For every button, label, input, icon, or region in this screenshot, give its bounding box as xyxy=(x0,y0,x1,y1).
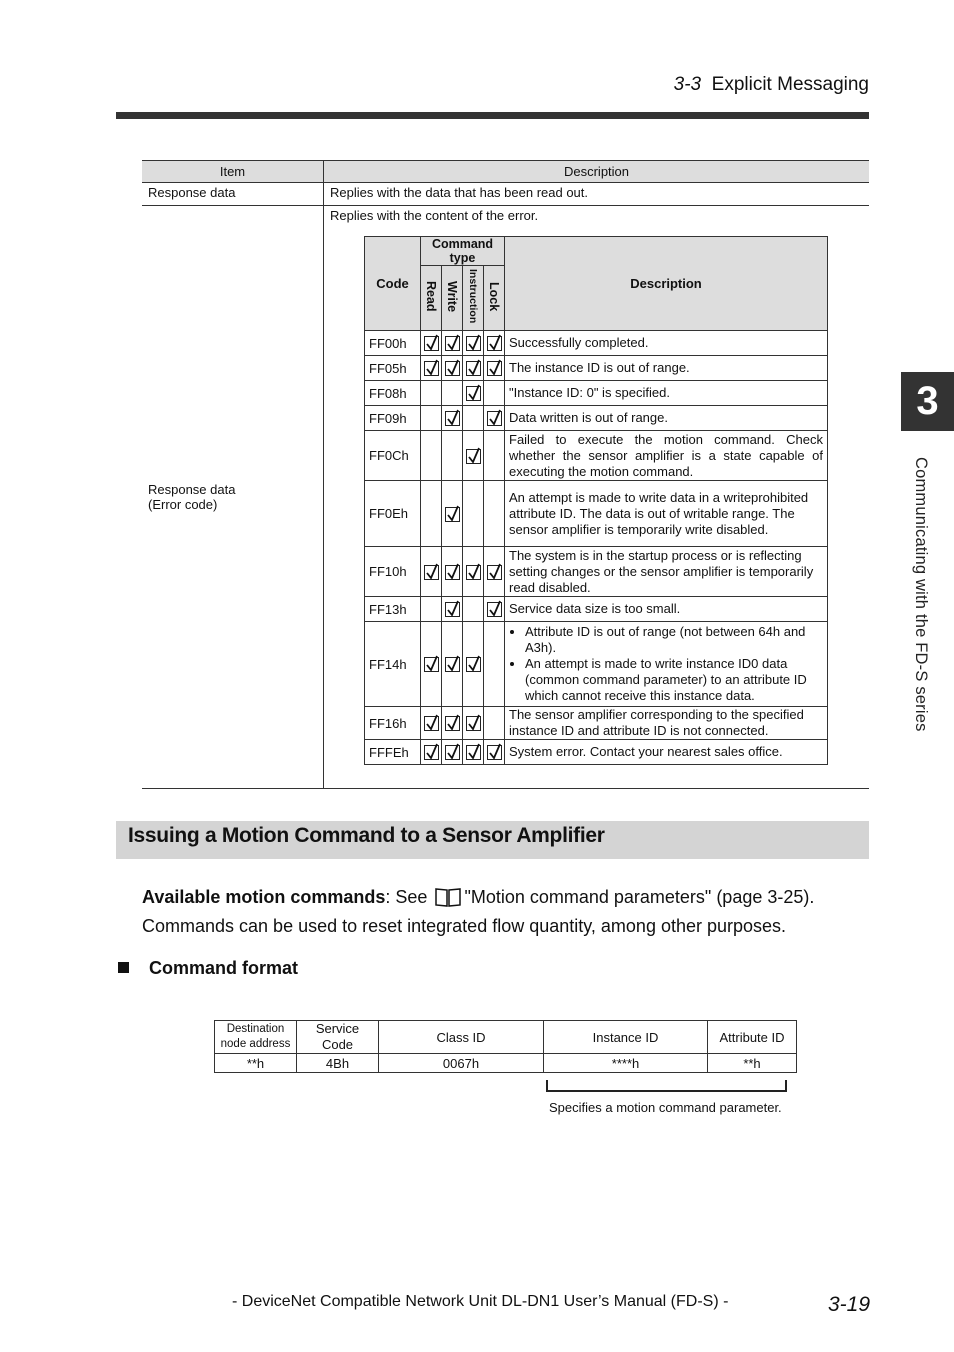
see-text: : See xyxy=(385,887,428,907)
command-format-heading xyxy=(118,958,298,979)
checkmark-icon xyxy=(424,361,439,376)
error-code: FF08h xyxy=(365,381,421,406)
section-heading: Issuing a Motion Command to a Sensor Amplifier xyxy=(128,824,605,847)
row-item-error xyxy=(142,206,324,789)
error-code: FF05h xyxy=(365,356,421,381)
checkmark-icon xyxy=(466,361,481,376)
type-cell-lock xyxy=(484,740,505,765)
error-code: FF13h xyxy=(365,597,421,622)
type-cell-instruction xyxy=(463,356,484,381)
fmt-header-dest-line: Destination xyxy=(226,1023,285,1035)
checkmark-icon xyxy=(445,336,460,351)
fmt-value-dest: **h xyxy=(215,1054,297,1073)
type-cell-write xyxy=(442,356,463,381)
type-cell-instruction xyxy=(463,740,484,765)
error-code: FF0Eh xyxy=(365,481,421,547)
error-row xyxy=(365,547,828,597)
fmt-header-instance: Instance ID xyxy=(544,1021,708,1054)
page-number: 3-19 xyxy=(828,1293,871,1316)
error-code: FF16h xyxy=(365,707,421,740)
type-cell-write xyxy=(442,381,463,406)
type-cell-instruction xyxy=(463,331,484,356)
fmt-value-service: 4Bh xyxy=(297,1054,379,1073)
checkmark-icon xyxy=(445,602,460,617)
type-cell-write xyxy=(442,331,463,356)
type-cell-read xyxy=(421,481,442,547)
fmt-header-dest-line: node address xyxy=(220,1038,291,1050)
header-lock-label: Lock xyxy=(487,281,501,312)
type-cell-read xyxy=(421,547,442,597)
fmt-value-instance: ****h xyxy=(544,1054,708,1073)
type-cell-write xyxy=(442,740,463,765)
type-cell-read xyxy=(421,622,442,707)
error-row xyxy=(365,597,828,622)
type-cell-lock xyxy=(484,622,505,707)
error-description: The system is in the startup process or is reflecting setting changes or the sensor amplifier is temporarily read disabled. xyxy=(505,547,828,597)
error-description: Successfully completed. xyxy=(505,331,828,356)
chapter-title-vertical: Communicating with the FD-S series xyxy=(912,457,930,732)
checkmark-icon xyxy=(445,411,460,426)
type-cell-instruction xyxy=(463,481,484,547)
type-cell-read xyxy=(421,431,442,481)
col-header-description: Description xyxy=(324,161,870,183)
fmt-header-service xyxy=(297,1021,379,1054)
checkmark-icon xyxy=(487,361,502,376)
error-code: FF09h xyxy=(365,406,421,431)
error-row xyxy=(365,381,828,406)
fmt-value-attribute: **h xyxy=(708,1054,797,1073)
section-title-header: Explicit Messaging xyxy=(711,74,869,95)
type-cell-read xyxy=(421,381,442,406)
error-row xyxy=(365,331,828,356)
checkmark-icon xyxy=(466,336,481,351)
book-icon xyxy=(434,887,462,914)
error-code: FF0Ch xyxy=(365,431,421,481)
error-row xyxy=(365,740,828,765)
checkmark-icon xyxy=(445,361,460,376)
type-cell-write xyxy=(442,481,463,547)
fmt-header-attribute: Attribute ID xyxy=(708,1021,797,1054)
type-cell-lock xyxy=(484,431,505,481)
error-code-table xyxy=(364,236,828,765)
checkmark-icon xyxy=(424,657,439,672)
square-bullet-icon xyxy=(118,962,129,973)
error-description: System error. Contact your nearest sales office. xyxy=(505,740,828,765)
type-cell-lock xyxy=(484,331,505,356)
header-read-label: Read xyxy=(424,281,438,312)
parameter-bracket xyxy=(546,1080,787,1092)
checkmark-icon xyxy=(445,507,460,522)
type-cell-lock xyxy=(484,406,505,431)
error-description: Failed to execute the motion command. Check whether the sensor amplifier is a state capable of executing the motion command. xyxy=(505,431,828,481)
error-row xyxy=(365,622,828,707)
intro-line2: Commands can be used to reset integrated flow quantity, among other purposes. xyxy=(142,916,787,936)
checkmark-icon xyxy=(487,745,502,760)
header-lock xyxy=(484,266,505,331)
reference-link: "Motion command parameters" (page 3-25). xyxy=(464,887,815,907)
available-commands-label: Available motion commands xyxy=(142,887,386,907)
error-description: Service data size is too small. xyxy=(505,597,828,622)
checkmark-icon xyxy=(466,745,481,760)
type-cell-write xyxy=(442,622,463,707)
checkmark-icon xyxy=(445,565,460,580)
checkmark-icon xyxy=(466,716,481,731)
checkmark-icon xyxy=(445,657,460,672)
type-cell-lock xyxy=(484,481,505,547)
error-row xyxy=(365,406,828,431)
type-cell-read xyxy=(421,331,442,356)
col-header-item: Item xyxy=(142,161,324,183)
checkmark-icon xyxy=(466,449,481,464)
checkmark-icon xyxy=(424,745,439,760)
error-code: FF14h xyxy=(365,622,421,707)
type-cell-lock xyxy=(484,356,505,381)
row-item: Response data xyxy=(142,183,324,206)
row-description: Replies with the data that has been read out. xyxy=(324,183,870,206)
fmt-value-class: 0067h xyxy=(379,1054,544,1073)
type-cell-instruction xyxy=(463,547,484,597)
error-description: An attempt is made to write data in a writeprohibited attribute ID. The data is out of writable range. The sensor amplifier is temporarily write disabled. xyxy=(505,481,828,547)
header-write xyxy=(442,266,463,331)
type-cell-write xyxy=(442,707,463,740)
checkmark-icon xyxy=(424,336,439,351)
error-rows xyxy=(365,331,828,765)
type-cell-instruction xyxy=(463,622,484,707)
error-description: Data written is out of range. xyxy=(505,406,828,431)
bracket-note: Specifies a motion command parameter. xyxy=(549,1100,782,1115)
checkmark-icon xyxy=(487,565,502,580)
error-code: FF10h xyxy=(365,547,421,597)
checkmark-icon xyxy=(487,336,502,351)
error-code: FF00h xyxy=(365,331,421,356)
type-cell-instruction xyxy=(463,431,484,481)
section-number: 3-3 xyxy=(673,74,702,95)
fmt-header-service-line: Service xyxy=(315,1021,360,1036)
error-description xyxy=(505,622,828,707)
header-write-label: Write xyxy=(445,280,459,313)
error-bullet: • An attempt is made to write instance ID0 data (common command parameter) to an attribute ID which cannot receive this instance data. xyxy=(525,656,823,704)
checkmark-icon xyxy=(424,716,439,731)
type-cell-read xyxy=(421,597,442,622)
intro-paragraph xyxy=(142,885,872,939)
type-cell-instruction xyxy=(463,381,484,406)
type-cell-instruction xyxy=(463,707,484,740)
checkmark-icon xyxy=(445,716,460,731)
checkmark-icon xyxy=(445,745,460,760)
row-item-line: Response data xyxy=(148,482,236,497)
command-format-title: Command format xyxy=(149,958,299,978)
type-cell-read xyxy=(421,740,442,765)
type-cell-lock xyxy=(484,597,505,622)
error-description: The sensor amplifier corresponding to the specified instance ID and attribute ID is not connected. xyxy=(505,707,828,740)
error-description: "Instance ID: 0" is specified. xyxy=(505,381,828,406)
error-description: The instance ID is out of range. xyxy=(505,356,828,381)
header-rule xyxy=(116,112,869,119)
row-item-line: (Error code) xyxy=(148,497,218,512)
type-cell-instruction xyxy=(463,597,484,622)
command-format-table xyxy=(214,1020,797,1073)
header-code: Code xyxy=(365,237,421,331)
error-row xyxy=(365,707,828,740)
checkmark-icon xyxy=(487,411,502,426)
error-row xyxy=(365,481,828,547)
error-row xyxy=(365,431,828,481)
header-instruction xyxy=(463,266,484,331)
fmt-header-class: Class ID xyxy=(379,1021,544,1054)
type-cell-read xyxy=(421,707,442,740)
error-bullet: • Attribute ID is out of range (not between 64h and A3h). xyxy=(525,624,823,656)
fmt-header-service-line: Code xyxy=(321,1037,354,1052)
type-cell-write xyxy=(442,406,463,431)
header-command-type: Command type xyxy=(421,237,505,266)
type-cell-read xyxy=(421,406,442,431)
error-row xyxy=(365,356,828,381)
type-cell-read xyxy=(421,356,442,381)
checkmark-icon xyxy=(424,565,439,580)
error-code: FFFEh xyxy=(365,740,421,765)
checkmark-icon xyxy=(466,565,481,580)
type-cell-instruction xyxy=(463,406,484,431)
type-cell-write xyxy=(442,547,463,597)
header-instruction-label: Instruction xyxy=(467,269,479,324)
checkmark-icon xyxy=(466,657,481,672)
type-cell-write xyxy=(442,597,463,622)
type-cell-lock xyxy=(484,707,505,740)
type-cell-lock xyxy=(484,381,505,406)
type-cell-write xyxy=(442,431,463,481)
checkmark-icon xyxy=(487,602,502,617)
chapter-tab: 3 xyxy=(901,372,954,431)
running-header xyxy=(674,74,869,96)
fmt-header-dest xyxy=(215,1021,297,1054)
error-intro: Replies with the content of the error. xyxy=(330,208,539,223)
footer-manual-title: - DeviceNet Compatible Network Unit DL-DN1 User’s Manual (FD-S) - xyxy=(232,1293,729,1310)
error-bullets xyxy=(509,624,823,704)
type-cell-lock xyxy=(484,547,505,597)
checkmark-icon xyxy=(466,386,481,401)
header-description: Description xyxy=(505,237,828,331)
header-read xyxy=(421,266,442,331)
